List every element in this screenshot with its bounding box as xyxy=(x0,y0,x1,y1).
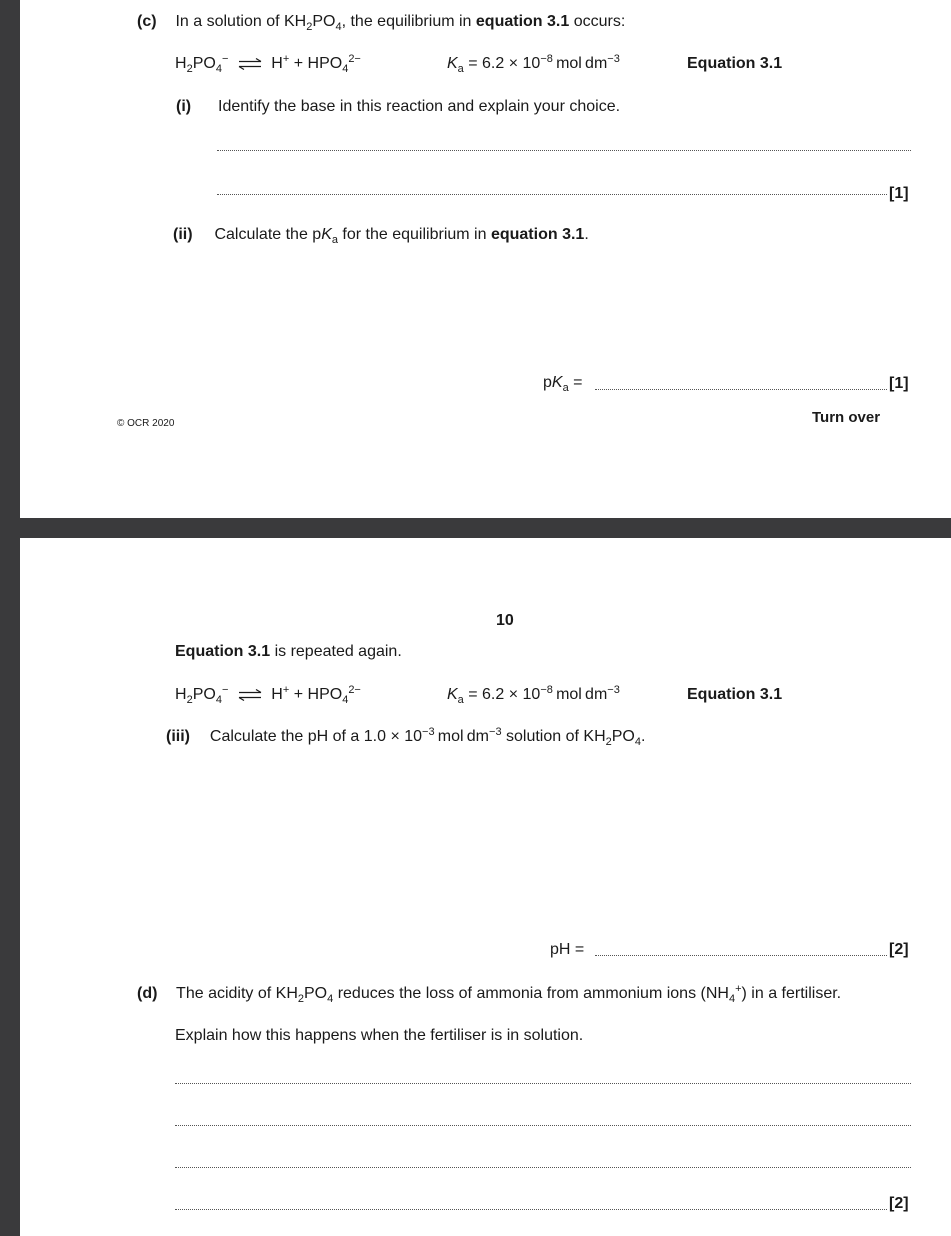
question-d-line: (d) The acidity of $KH_2PO_4$ reduces the loss of ammonia from ammonium ions $(NH_4^+)$ in a fertiliser. xyxy=(137,983,842,1005)
ka-expression: $K_a = 6.2 \times 10^{-8}$ mol $dm^{-3}$ xyxy=(447,53,620,75)
ka-expression: $K_a = 6.2 \times 10^{-8}$ mol $dm^{-3}$ xyxy=(447,684,620,706)
equation-3-1: $H_2PO_4^-$ $H^+ + HPO_4^{2-}$ xyxy=(175,684,361,706)
question-c-line: (c) In a solution of $KH_2PO_4$, the equilibrium in equation 3.1 occurs: xyxy=(137,13,626,33)
question-d-instruction: Explain how this happens when the fertiliser is in solution. xyxy=(175,1027,584,1044)
marks-label: [1] xyxy=(889,375,909,392)
question-iii-line: (iii) Calculate the pH of a $1.0 \times 10^{-3}$ mol $dm^{-3}$ solution of $KH_2PO_4$. xyxy=(166,726,646,748)
ph-answer-label: pH = xyxy=(550,941,585,958)
equation-repeat-note: Equation 3.1 is repeated again. xyxy=(175,643,402,660)
marks-label: [2] xyxy=(889,941,909,958)
exam-page-lower xyxy=(20,538,951,1236)
marks-label: [2] xyxy=(889,1195,909,1212)
question-i-line: (i) Identify the base in this reaction and explain your choice. xyxy=(176,98,621,115)
answer-line[interactable] xyxy=(175,1167,911,1168)
equilibrium-arrow-icon xyxy=(237,689,263,701)
copyright-footer: © OCR 2020 xyxy=(117,418,175,429)
answer-line[interactable] xyxy=(217,194,887,195)
answer-line[interactable] xyxy=(175,1125,911,1126)
answer-line[interactable] xyxy=(175,1083,911,1084)
answer-line[interactable] xyxy=(175,1209,887,1210)
marks-label: [1] xyxy=(889,185,909,202)
equation-label: Equation 3.1 xyxy=(687,686,783,703)
answer-line[interactable] xyxy=(217,150,911,151)
equation-3-1: $H_2PO_4^-$ $H^+ + HPO_4^{2-}$ xyxy=(175,53,361,75)
equilibrium-arrow-icon xyxy=(237,58,263,70)
pka-answer-field[interactable] xyxy=(595,389,887,390)
equation-label: Equation 3.1 xyxy=(687,55,783,72)
exam-page-upper xyxy=(20,0,951,518)
ph-answer-field[interactable] xyxy=(595,955,887,956)
page-number: 10 xyxy=(496,612,514,629)
question-ii-line: (ii) Calculate the $pK_a$ for the equilibrium in equation 3.1. xyxy=(173,226,589,246)
turn-over-label: Turn over xyxy=(812,409,881,426)
part-label-c: (c) xyxy=(137,13,157,30)
pka-answer-label: $pK_a$ = xyxy=(543,374,583,394)
